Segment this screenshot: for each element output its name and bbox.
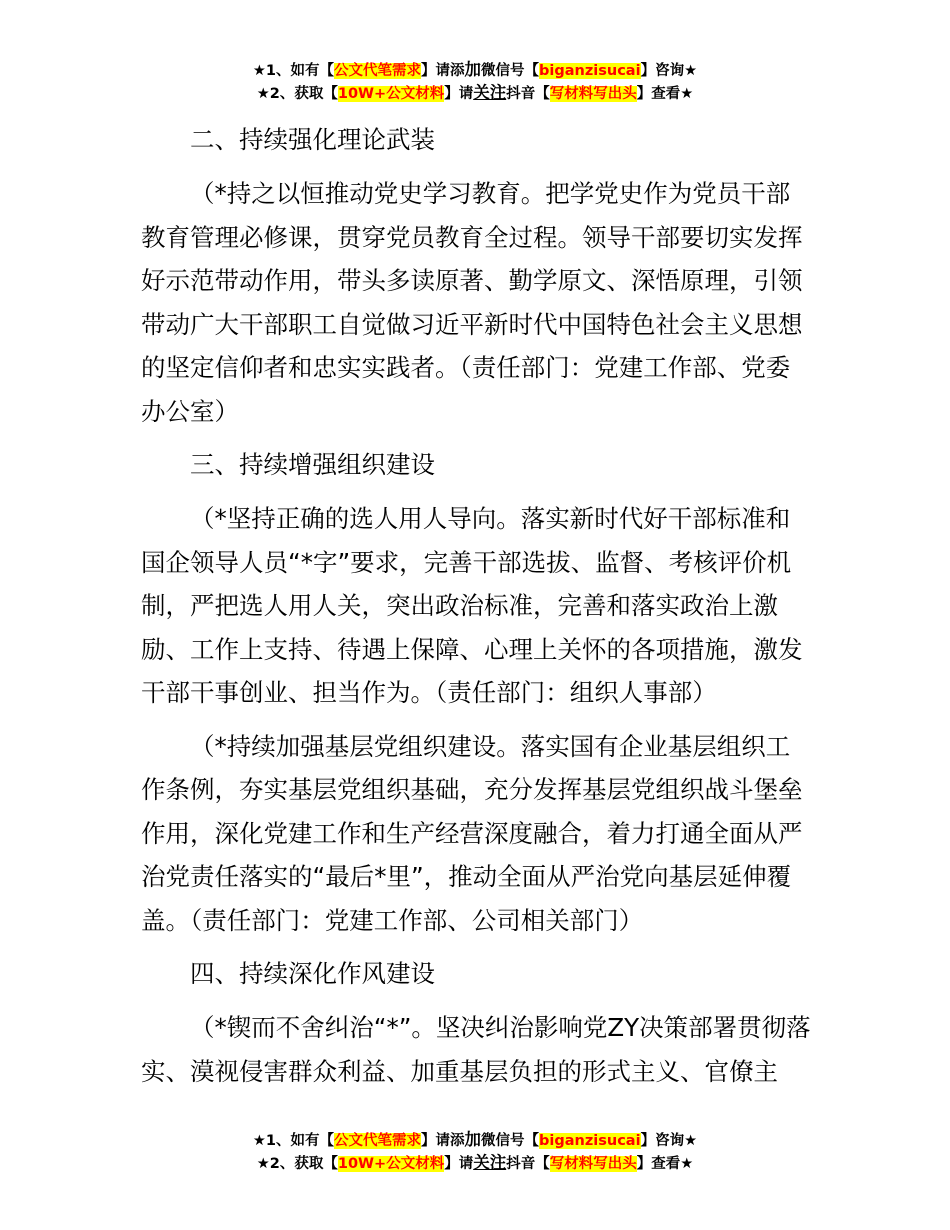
promo-text: 】咨询★: [640, 1133, 698, 1149]
body-paragraph: （*持续加强基层党组织建设。落实国有企业基层组织工作条例，夯实基层党组织基础，充分发挥基层党组织战斗堡垒作用，深化党建工作和生产经营深度融合，着力打通全面从严治党责任落实的“最后*里”，推动全面从严治党向基层延伸覆盖。（责任部门：党建工作部、公司相关部门）: [141, 731, 803, 935]
promo-text: ★2、获取【: [256, 1156, 338, 1172]
promo-emphasis: 加: [464, 60, 482, 79]
section-heading: 二、持续强化理论武装: [190, 125, 435, 154]
promo-text: 】请: [444, 1156, 474, 1172]
promo-highlight: 写材料写出头: [549, 1156, 637, 1172]
section-heading: 三、持续增强组织建设: [190, 450, 435, 479]
promo-emphasis: 关注: [473, 1153, 507, 1172]
promo-emphasis: 关注: [473, 83, 507, 102]
promo-line-2: [0, 1152, 950, 1175]
promo-text: ★2、获取【: [256, 86, 338, 102]
promo-text: 】查看★: [636, 1156, 694, 1172]
promo-text: 抖音【: [506, 1156, 550, 1172]
promo-text: ★1、如有【: [252, 63, 335, 79]
document-body: [141, 118, 813, 1103]
promo-line-1: [0, 1129, 950, 1152]
promo-text: ★1、如有【: [252, 1133, 335, 1149]
promo-highlight: 写材料写出头: [549, 86, 637, 102]
promo-banner-bottom: [0, 1129, 950, 1175]
body-paragraph: （*坚持正确的选人用人导向。落实新时代好干部标准和国企领导人员“*字”要求，完善干部选拔、监督、考核评价机制，严把选人用人关，突出政治标准，完善和落实政治上激励、工作上支持、待遇上保障、心理上关怀的各项措施，激发干部干事创业、担当作为。（责任部门：组织人事部）: [141, 504, 803, 707]
body-paragraph: （*锲而不舍纠治“*”。坚决纠治影响党ZY决策部署贯彻落实、漠视侵害群众利益、加重基层负担的形式主义、官僚主: [141, 1013, 811, 1086]
section-heading: 四、持续深化作风建设: [190, 959, 435, 988]
promo-text: 】请添: [421, 1133, 465, 1149]
promo-highlight: 10W+公文材料: [337, 86, 445, 102]
promo-text: 抖音【: [506, 86, 550, 102]
promo-banner-top: [0, 59, 950, 105]
promo-line-2: [0, 82, 950, 105]
promo-emphasis: 加: [464, 1130, 482, 1149]
promo-text: 微信号【: [481, 1133, 540, 1149]
promo-text: 】咨询★: [640, 63, 698, 79]
promo-line-1: [0, 59, 950, 82]
promo-text: 微信号【: [481, 63, 540, 79]
promo-highlight: biganzisucai: [539, 1133, 641, 1149]
body-paragraph: （*持之以恒推动党史学习教育。把学党史作为党员干部教育管理必修课，贯穿党员教育全过程。领导干部要切实发挥好示范带动作用，带头多读原著、勤学原文、深悟原理，引领带动广大干部职工自觉做习近平新时代中国特色社会主义思想的坚定信仰者和忠实实践者。（责任部门：党建工作部、党委办公室）: [141, 179, 803, 426]
promo-text: 】请添: [421, 63, 465, 79]
promo-text: 】查看★: [636, 86, 694, 102]
promo-text: 】请: [444, 86, 474, 102]
promo-highlight: 公文代笔需求: [334, 1133, 422, 1149]
promo-highlight: 10W+公文材料: [337, 1156, 445, 1172]
promo-highlight: biganzisucai: [539, 63, 641, 79]
promo-highlight: 公文代笔需求: [334, 63, 422, 79]
